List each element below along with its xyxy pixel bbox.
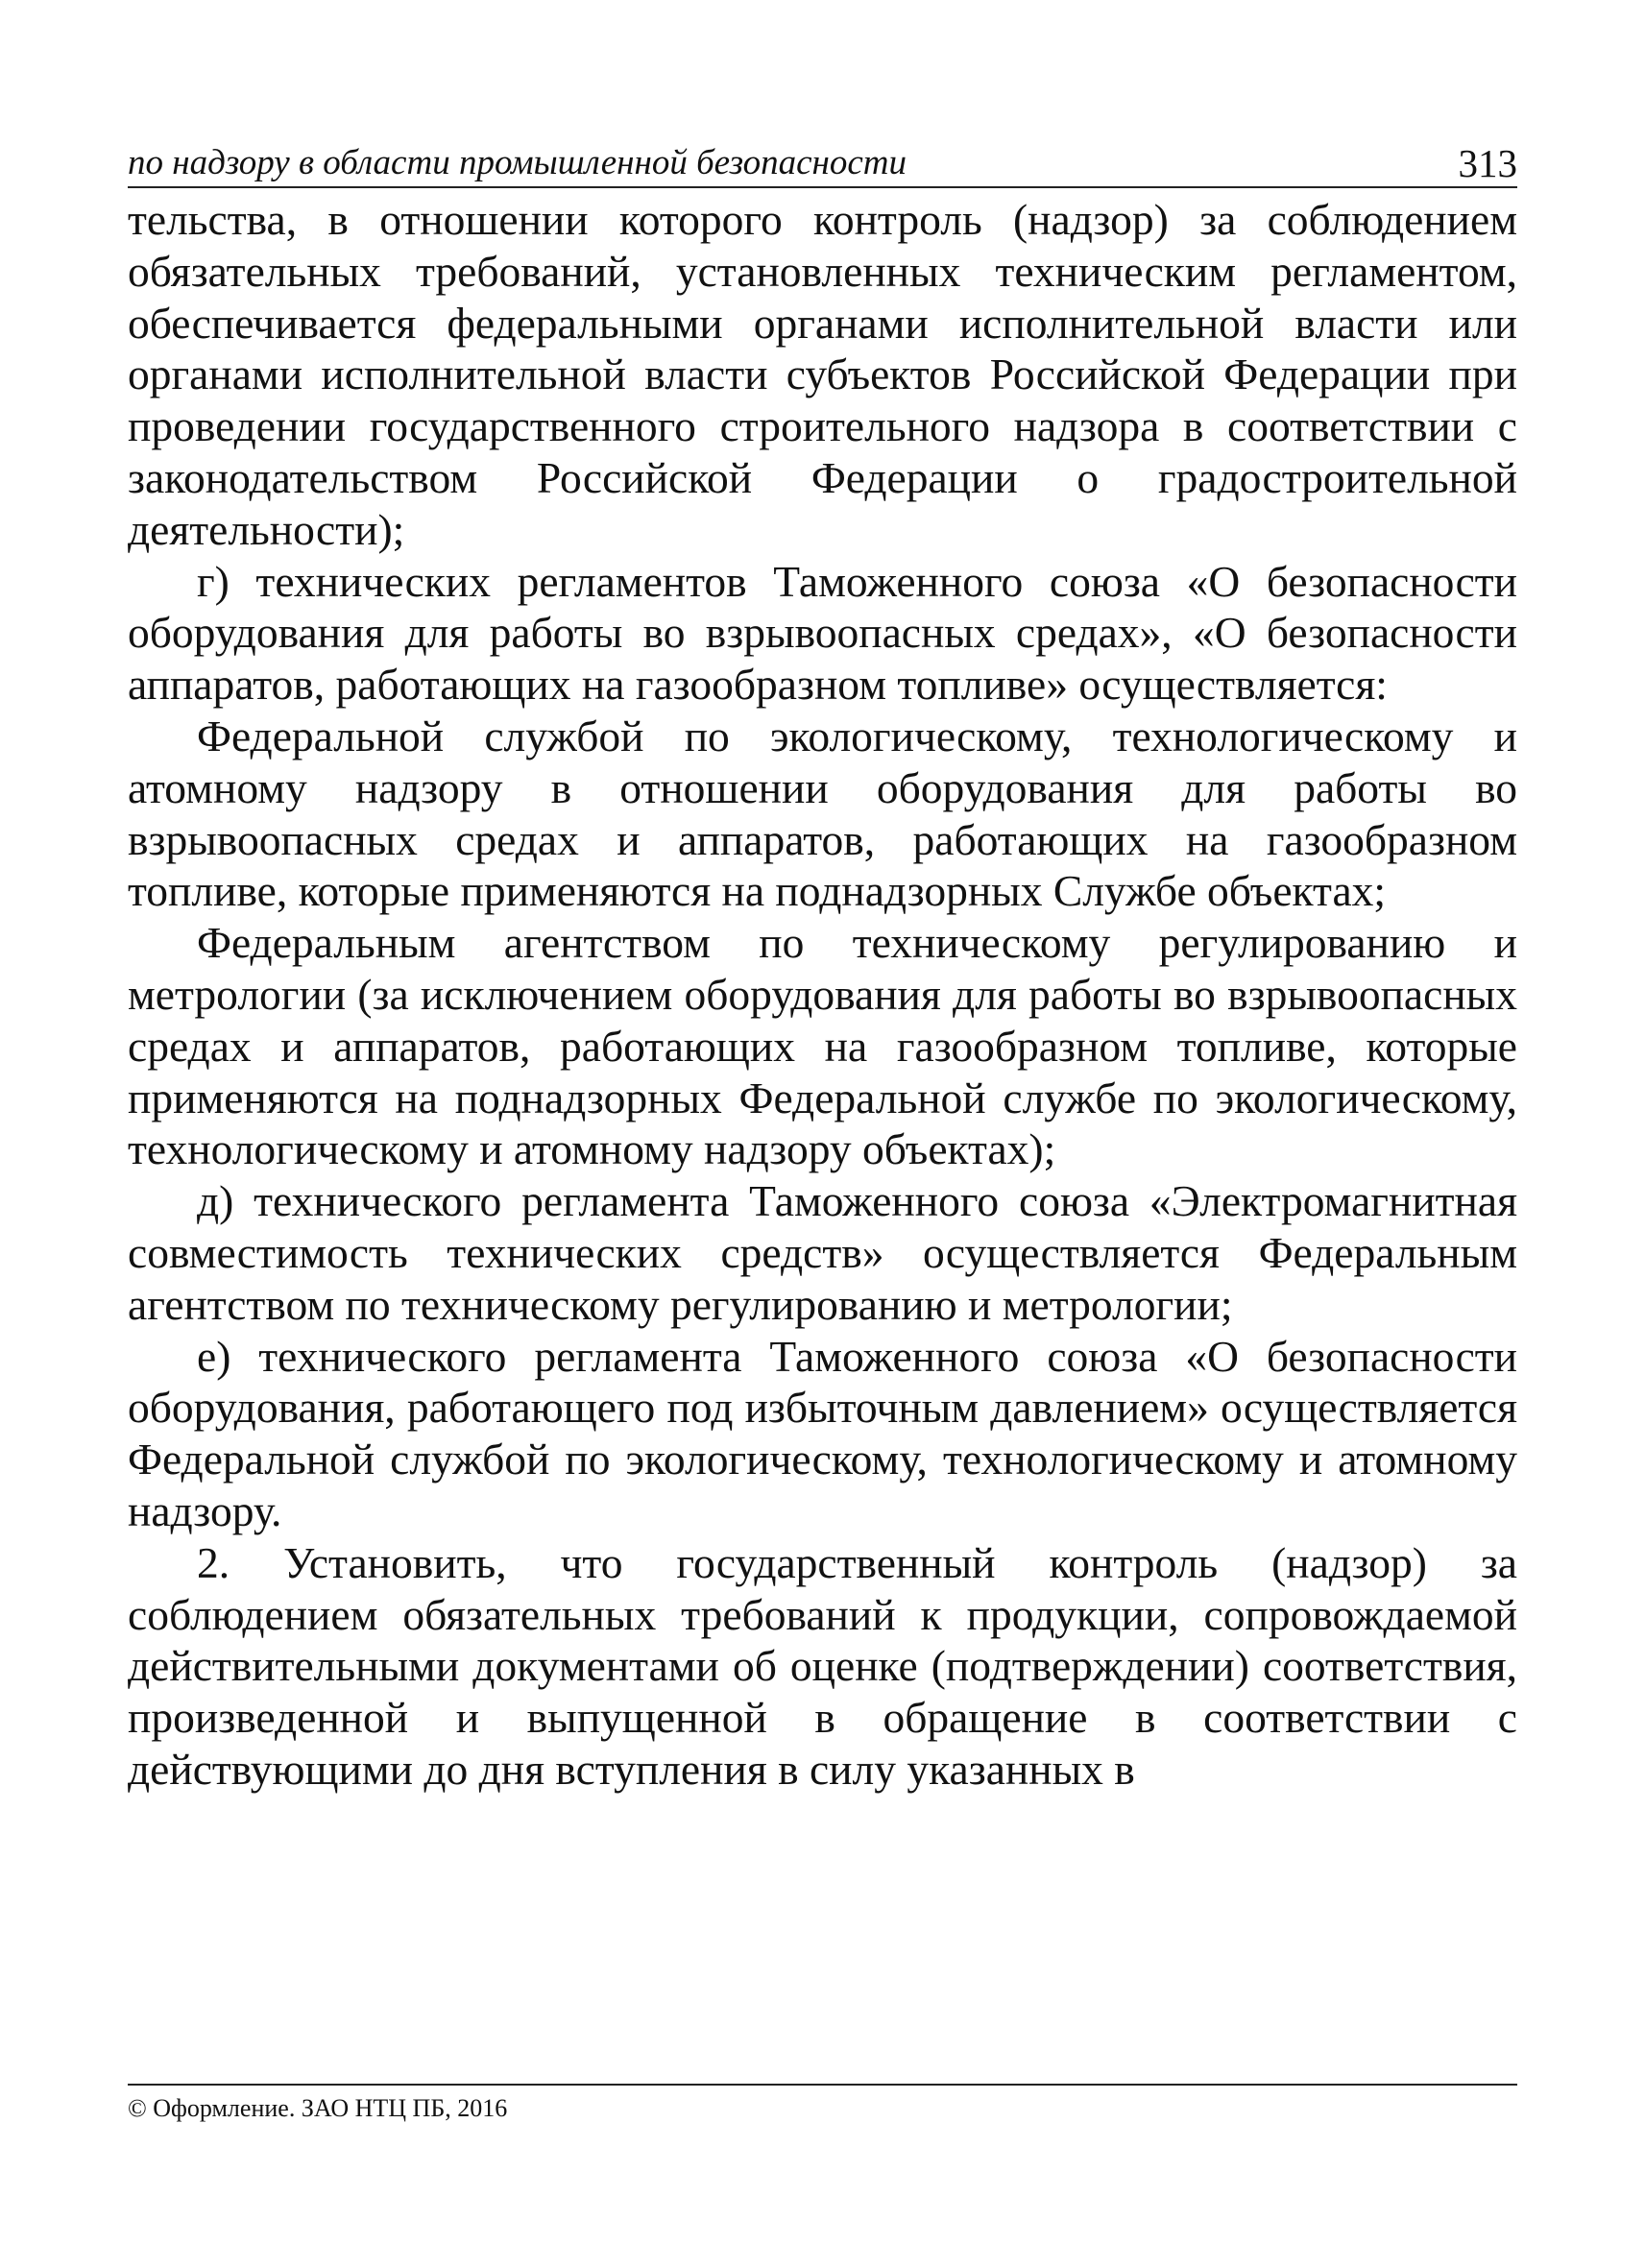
running-title: по надзору в области промышленной безопасности bbox=[128, 143, 907, 182]
paragraph-rostekhnadzor: Федеральной службой по экологическому, технологическому и атомному надзору в отношении оборудования для работы во взрывоопасных средах и аппаратов, работающих на газообразном топливе, которые применяются на поднадзорных Службе объектах; bbox=[128, 711, 1517, 916]
paragraph-item-2: 2. Установить, что государственный контроль (надзор) за соблюдением обязательных требований к продукции, сопровождаемой действительными документами об оценке (подтверждении) соответствия, произведенной и выпущенной в обращение в соответствии с действующими до дня вступления в силу указанных в bbox=[128, 1537, 1517, 1794]
paragraph-item-d: д) технического регламента Таможенного союза «Электромагнитная совместимость технических средств» осуществляется Федеральным агентством по техническому регулированию и метрологии; bbox=[128, 1176, 1517, 1329]
body-text bbox=[128, 194, 1517, 1796]
footer-divider bbox=[128, 2084, 1517, 2086]
paragraph-item-e: е) технического регламента Таможенного союза «О безопасности оборудования, работающего под избыточным давлением» осуществляется Федеральной службой по экологическому, технологическому и атомному надзору. bbox=[128, 1331, 1517, 1535]
page-number: 313 bbox=[1458, 141, 1517, 185]
footer-copyright: © Оформление. ЗАО НТЦ ПБ, 2016 bbox=[128, 2094, 508, 2122]
paragraph-rosstandart: Федеральным агентством по техническому регулированию и метрологии (за исключением оборудования для работы во взрывоопасных средах и аппаратов, работающих на газообразном топливе, которые применяются на поднадзорных Федеральной службе по экологическому, технологическому и атомному надзору объектах); bbox=[128, 918, 1517, 1174]
running-header bbox=[128, 134, 1517, 188]
document-page bbox=[128, 134, 1517, 1796]
paragraph-continuation: тельства, в отношении которого контроль (надзор) за соблюдением обязательных требований, установленных техническим регламентом, обеспечивается федеральными органами исполнительной власти или органами исполнительной власти субъектов Российской Федерации при проведении государственного строительного надзора в соответствии с законодательством Российской Федерации о градостроительной деятельности); bbox=[128, 195, 1517, 554]
paragraph-item-g: г) технических регламентов Таможенного союза «О безопасности оборудования для работы во взрывоопасных средах», «О безопасности аппаратов, работающих на газообразном топливе» осуществляется: bbox=[128, 556, 1517, 710]
